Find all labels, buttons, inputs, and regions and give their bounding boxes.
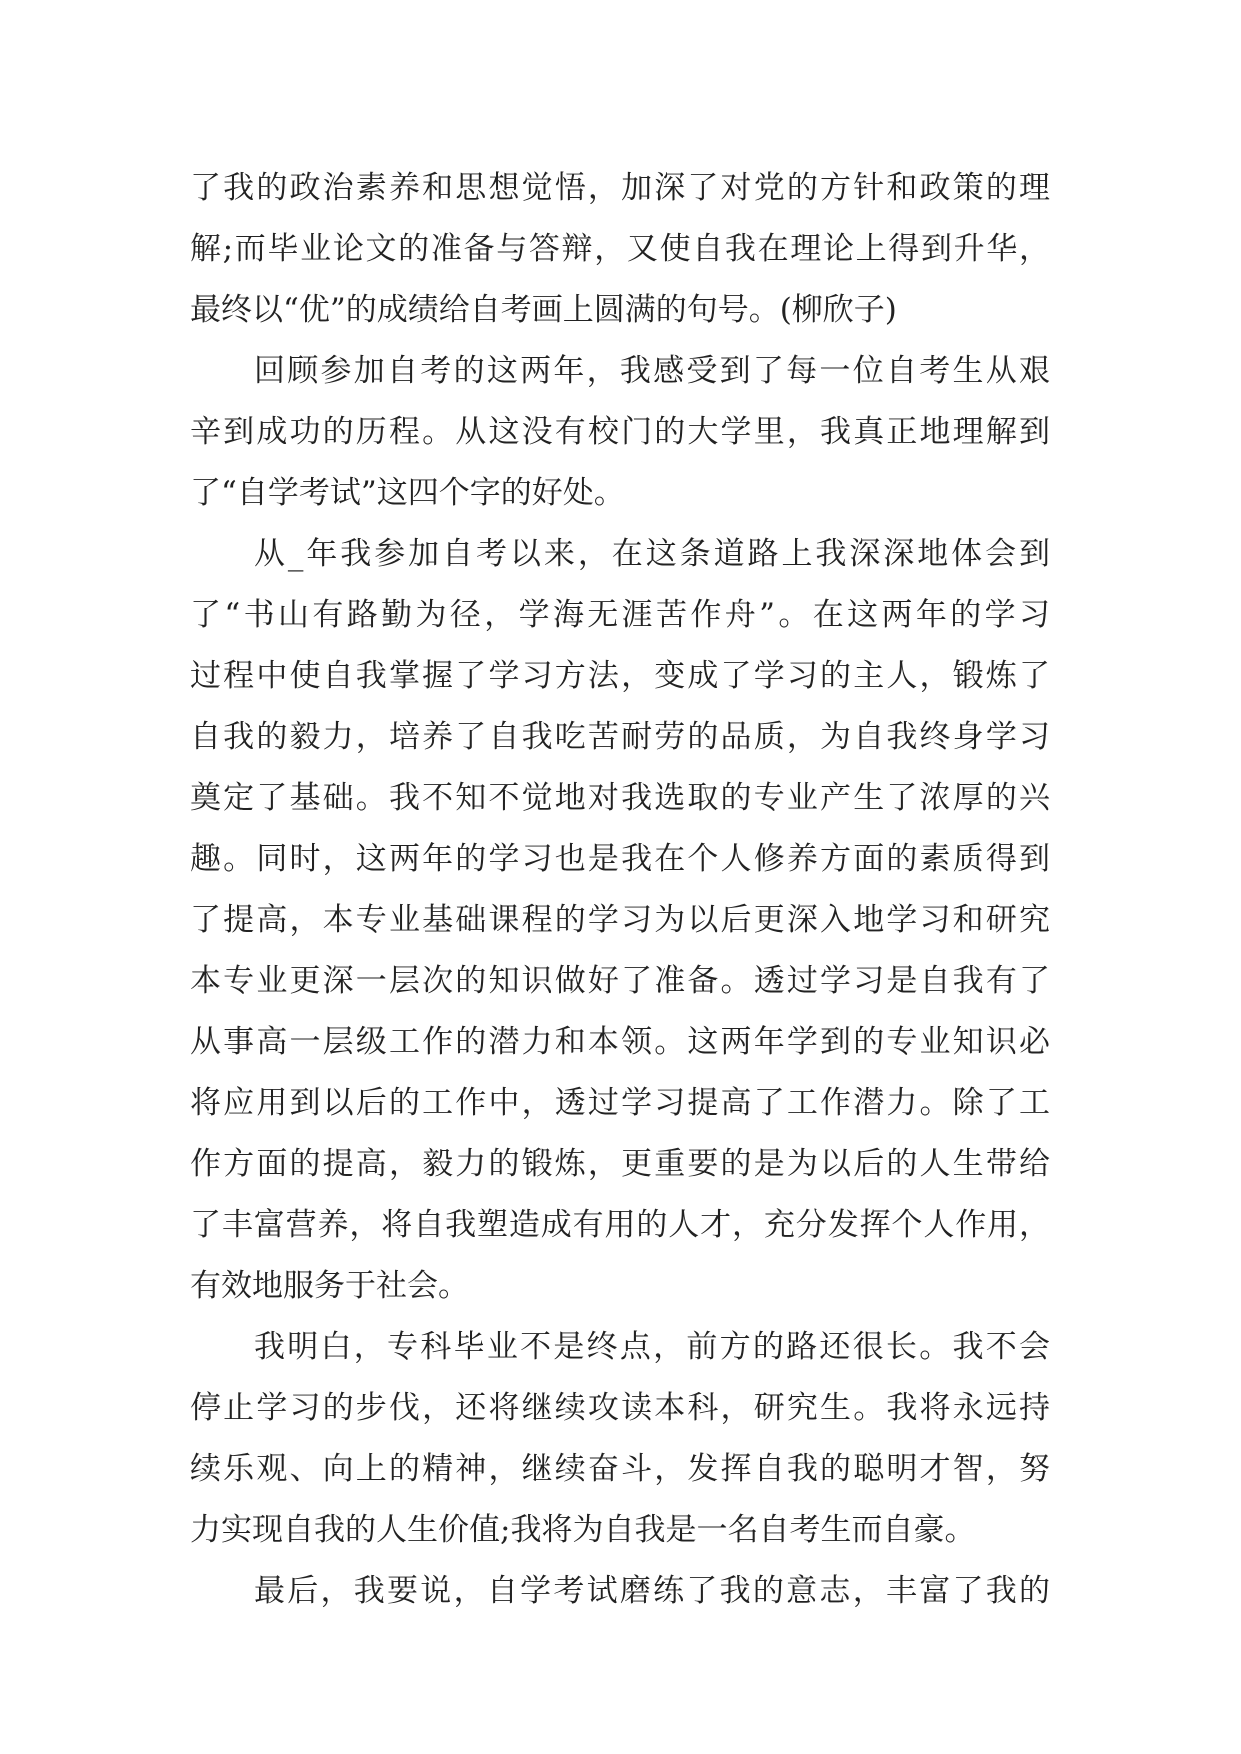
paragraph-first-line: 我明白，专科毕业不是终点，前方的路还很长。我不会 xyxy=(254,1329,1050,1365)
text-line: 趣。同时，这两年的学习也是我在个人修养方面的素质得到 xyxy=(190,841,1050,877)
text-line: 本专业更深一层次的知识做好了准备。透过学习是自我有了 xyxy=(190,963,1050,999)
text-line: 解;而毕业论文的准备与答辩，又使自我在理论上得到升华， xyxy=(190,231,1050,267)
text-line: 停止学习的步伐，还将继续攻读本科，研究生。我将永远持 xyxy=(190,1390,1050,1426)
text-line: 奠定了基础。我不知不觉地对我选取的专业产生了浓厚的兴 xyxy=(190,780,1050,816)
text-line: 续乐观、向上的精神，继续奋斗，发挥自我的聪明才智，努 xyxy=(190,1451,1050,1487)
text-line: 最终以“优”的成绩给自考画上圆满的句号。(柳欣子) xyxy=(190,292,897,328)
paragraph-first-line: 最后，我要说，自学考试磨练了我的意志，丰富了我的 xyxy=(254,1573,1050,1609)
text-line: 了“自学考试”这四个字的好处。 xyxy=(190,475,625,511)
paragraph-first-line: 从_年我参加自考以来，在这条道路上我深深地体会到 xyxy=(254,536,1050,572)
text-line: 了“书山有路勤为径，学海无涯苦作舟”。在这两年的学习 xyxy=(190,597,1050,633)
text-line: 力实现自我的人生价值;我将为自我是一名自考生而自豪。 xyxy=(190,1512,976,1548)
document-body xyxy=(190,158,1050,1622)
text-line: 辛到成功的历程。从这没有校门的大学里，我真正地理解到 xyxy=(190,414,1050,450)
text-line: 了我的政治素养和思想觉悟，加深了对党的方针和政策的理 xyxy=(190,170,1050,206)
text-line: 了提高，本专业基础课程的学习为以后更深入地学习和研究 xyxy=(190,902,1050,938)
text-line: 自我的毅力，培养了自我吃苦耐劳的品质，为自我终身学习 xyxy=(190,719,1050,755)
text-line: 有效地服务于社会。 xyxy=(190,1268,469,1304)
text-line: 从事高一层级工作的潜力和本领。这两年学到的专业知识必 xyxy=(190,1024,1050,1060)
text-line: 将应用到以后的工作中，透过学习提高了工作潜力。除了工 xyxy=(190,1085,1050,1121)
paragraph-first-line: 回顾参加自考的这两年，我感受到了每一位自考生从艰 xyxy=(254,353,1050,389)
text-line: 过程中使自我掌握了学习方法，变成了学习的主人，锻炼了 xyxy=(190,658,1050,694)
text-line: 作方面的提高，毅力的锻炼，更重要的是为以后的人生带给 xyxy=(190,1146,1050,1182)
text-line: 了丰富营养，将自我塑造成有用的人才，充分发挥个人作用， xyxy=(190,1207,1050,1243)
